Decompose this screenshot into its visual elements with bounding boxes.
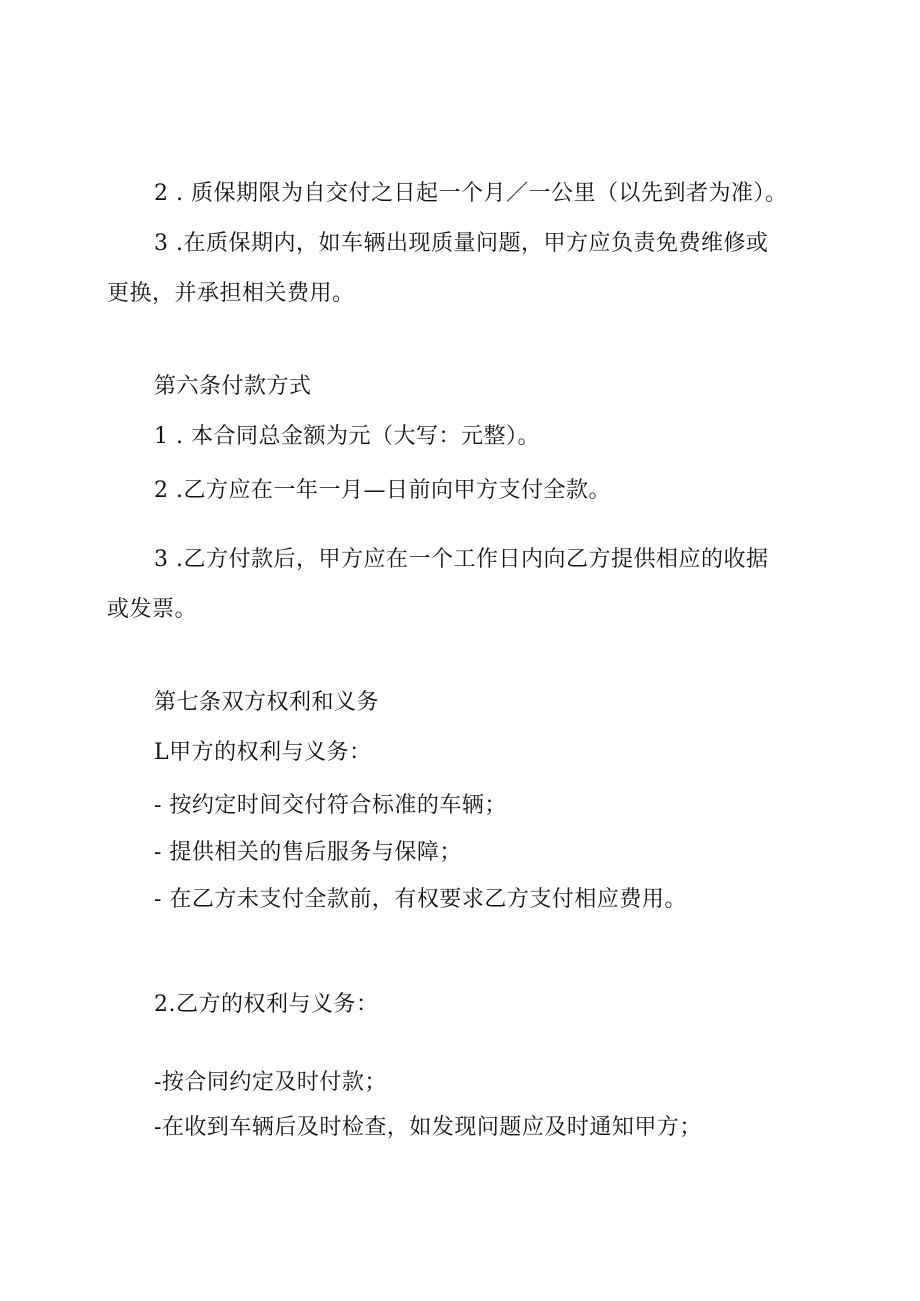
clause-5-item-2: 2 . 质保期限为自交付之日起一个月／一公里（以先到者为准）。 [154,181,788,206]
clause-6-heading: 第六条付款方式 [154,374,312,399]
clause-7-heading: 第七条双方权利和义务 [154,690,380,715]
party-a-heading: L甲方的权利与义务： [154,740,372,765]
clause-6-item-2: 2 .乙方应在一年一月—日前向甲方支付全款。 [154,478,611,503]
party-a-item-1: - 按约定时间交付符合标准的车辆； [154,793,507,818]
party-b-item-2: -在收到车辆后及时检查，如发现问题应及时通知甲方； [154,1115,702,1140]
party-a-item-3: - 在乙方未支付全款前，有权要求乙方支付相应费用。 [154,887,687,912]
clause-6-item-3-continued: 或发票。 [107,597,198,622]
clause-6-item-1: 1 . 本合同总金额为元（大写：元整）。 [154,424,540,449]
clause-5-item-3: 3 .在质保期内，如车辆出现质量问题，甲方应负责免费维修或 [154,231,769,256]
party-a-item-2: - 提供相关的售后服务与保障； [154,840,462,865]
party-b-item-1: -按合同约定及时付款； [154,1070,387,1095]
party-b-heading: 2.乙方的权利与义务： [154,992,379,1017]
clause-6-item-3: 3 .乙方付款后，甲方应在一个工作日内向乙方提供相应的收据 [154,547,769,572]
clause-5-item-3-continued: 更换，并承担相关费用。 [107,281,355,306]
